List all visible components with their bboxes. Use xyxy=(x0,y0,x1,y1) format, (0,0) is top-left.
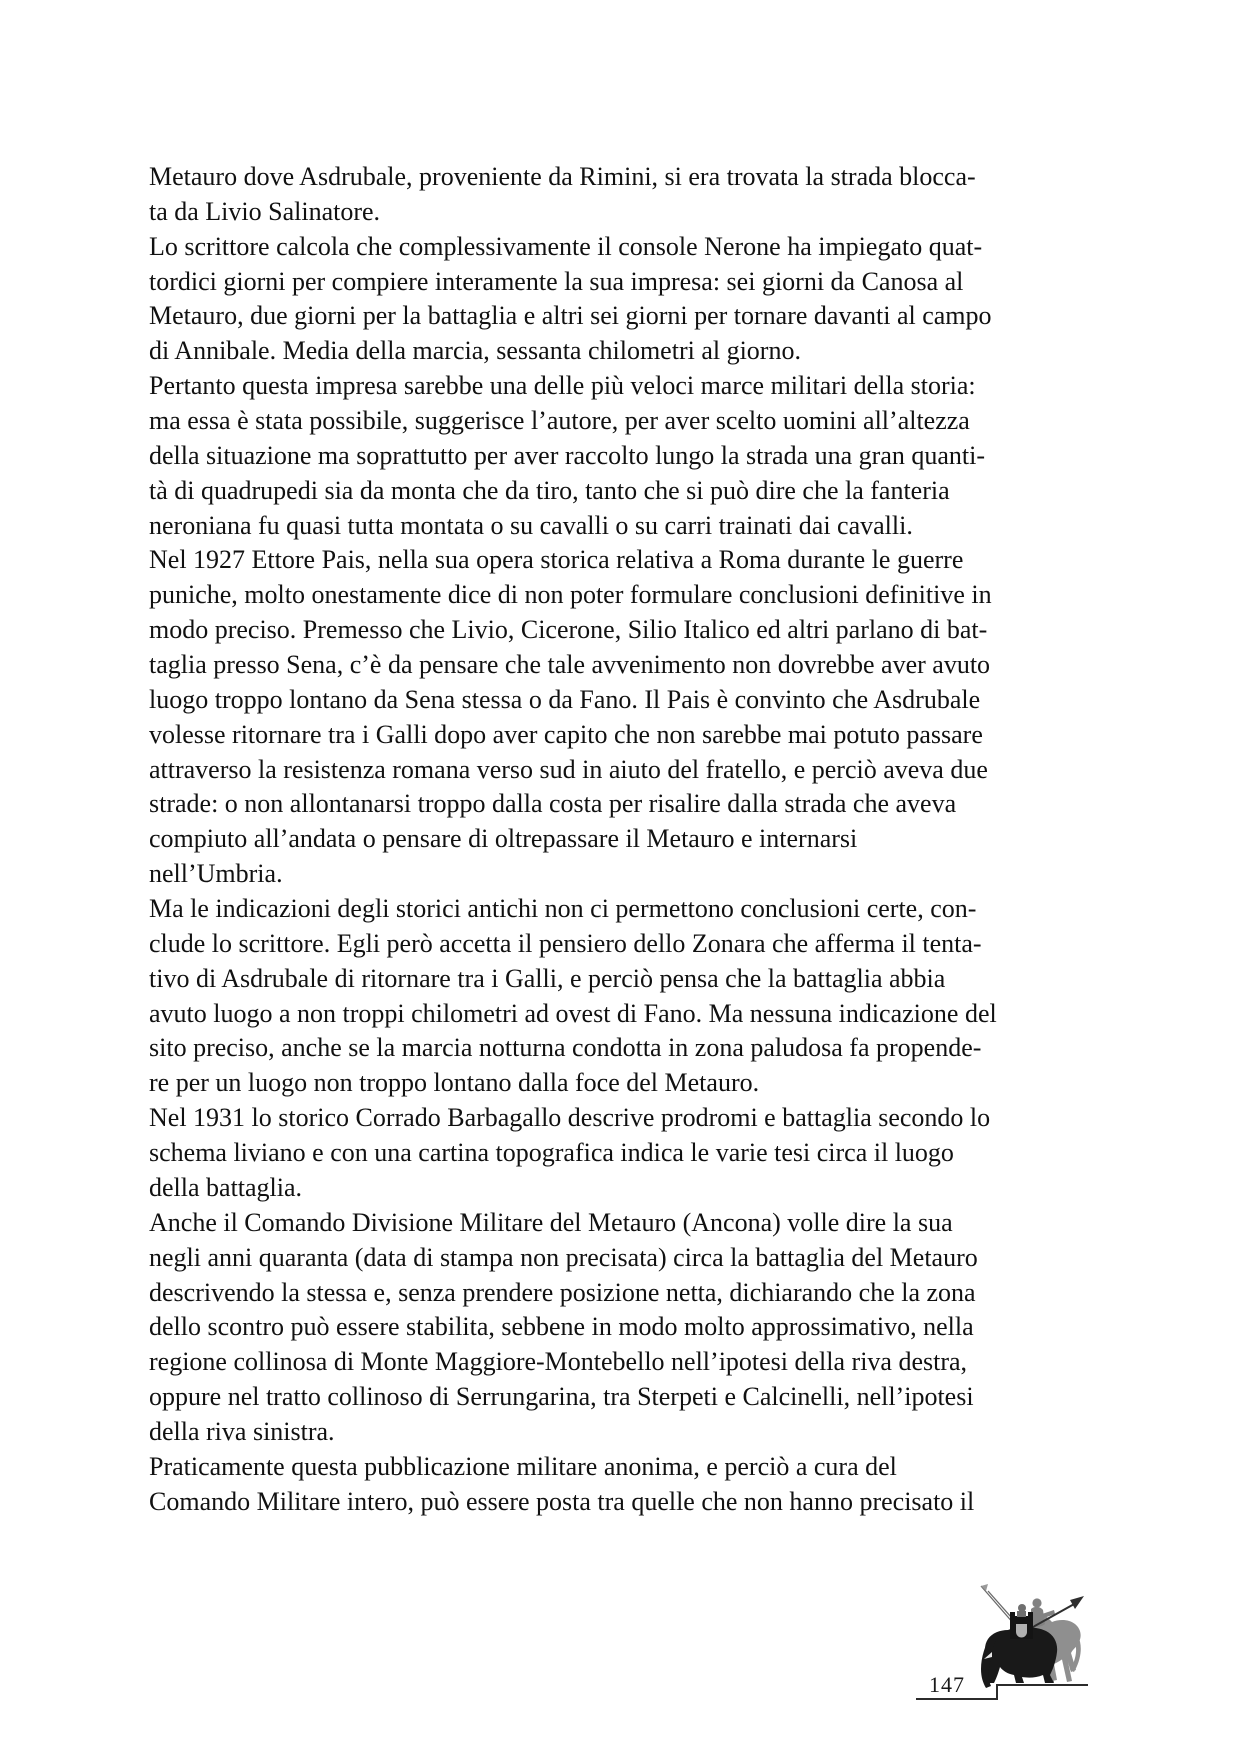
page-number: 147 xyxy=(929,1672,965,1697)
text-line: Comando Militare intero, può essere posta tra quelle che non hanno precisato il xyxy=(149,1486,975,1516)
text-line: ta da Livio Salinatore. xyxy=(149,196,381,226)
text-line: sito preciso, anche se la marcia notturna condotta in zona paludosa fa propende- xyxy=(149,1033,982,1063)
text-line: dello scontro può essere stabilita, sebbene in modo molto approssimativo, nella xyxy=(149,1312,974,1342)
body-text xyxy=(149,160,1090,1520)
text-line: Pertanto questa impresa sarebbe una delle più veloci marce militari della storia: xyxy=(149,371,976,401)
text-line: ma essa è stata possibile, suggerisce l’autore, per aver scelto uomini all’altezza xyxy=(149,406,970,436)
text-line: della riva sinistra. xyxy=(149,1416,335,1446)
text-line: Nel 1931 lo storico Corrado Barbagallo descrive prodromi e battaglia secondo lo xyxy=(149,1103,991,1133)
text-line: della situazione ma soprattutto per aver raccolto lungo la strada una gran quanti- xyxy=(149,440,986,470)
text-line: tivo di Asdrubale di ritornare tra i Galli, e perciò pensa che la battaglia abbia xyxy=(149,963,946,993)
text-line: descrivendo la stessa e, senza prendere posizione netta, dichiarando che la zona xyxy=(149,1277,976,1307)
text-line: avuto luogo a non troppi chilometri ad ovest di Fano. Ma nessuna indicazione del xyxy=(149,998,997,1028)
text-line: Metauro, due giorni per la battaglia e altri sei giorni per tornare davanti al campo xyxy=(149,301,992,331)
war-elephant-ornament xyxy=(958,1570,1100,1696)
text-line: clude lo scrittore. Egli però accetta il pensiero dello Zonara che afferma il tenta- xyxy=(149,928,982,958)
text-line: Nel 1927 Ettore Pais, nella sua opera storica relativa a Roma durante le guerre xyxy=(149,545,964,575)
text-line: neroniana fu quasi tutta montata o su cavalli o su carri trainati dai cavalli. xyxy=(149,510,913,540)
footer-rule-lower xyxy=(916,1698,998,1700)
mahout-icon xyxy=(1017,1604,1026,1617)
text-line: luogo troppo lontano da Sena stessa o da Fano. Il Pais è convinto che Asdrubale xyxy=(149,684,981,714)
text-line: compiuto all’andata o pensare di oltrepassare il Metauro e internarsi xyxy=(149,824,858,854)
text-line: Metauro dove Asdrubale, proveniente da Rimini, si era trovata la strada blocca- xyxy=(149,162,976,191)
text-line: di Annibale. Media della marcia, sessanta chilometri al giorno. xyxy=(149,336,801,366)
text-line: modo preciso. Premesso che Livio, Cicerone, Silio Italico ed altri parlano di bat- xyxy=(149,615,988,645)
text-line: tà di quadrupedi sia da monta che da tiro, tanto che si può dire che la fanteria xyxy=(149,475,950,505)
text-line: schema liviano e con una cartina topografica indica le varie tesi circa il luogo xyxy=(149,1138,954,1168)
text-line: della battaglia. xyxy=(149,1172,303,1202)
text-line: oppure nel tratto collinoso di Serrungarina, tra Sterpeti e Calcinelli, nell’ipotesi xyxy=(149,1382,974,1412)
text-line: nell’Umbria. xyxy=(149,859,283,889)
text-line: Anche il Comando Divisione Militare del Metauro (Ancona) volle dire la sua xyxy=(149,1207,953,1237)
text-line: puniche, molto onestamente dice di non poter formulare conclusioni definitive in xyxy=(149,580,992,610)
text-line: tordici giorni per compiere interamente la sua impresa: sei giorni da Canosa al xyxy=(149,266,964,296)
text-line: taglia presso Sena, c’è da pensare che tale avvenimento non dovrebbe aver avuto xyxy=(149,650,991,680)
text-line: attraverso la resistenza romana verso sud in aiuto del fratello, e perciò aveva due xyxy=(149,754,988,784)
text-line: regione collinosa di Monte Maggiore-Montebello nell’ipotesi della riva destra, xyxy=(149,1347,968,1377)
text-line: volesse ritornare tra i Galli dopo aver capito che non sarebbe mai potuto passare xyxy=(149,719,983,749)
text-line: Lo scrittore calcola che complessivamente il console Nerone ha impiegato quat- xyxy=(149,231,983,261)
text-line: strade: o non allontanarsi troppo dalla costa per risalire dalla strada che aveva xyxy=(149,789,957,819)
text-line: Ma le indicazioni degli storici antichi non ci permettono conclusioni certe, con- xyxy=(149,894,977,924)
text-line: Praticamente questa pubblicazione militare anonima, e perciò a cura del xyxy=(149,1451,897,1481)
text-line: re per un luogo non troppo lontano dalla foce del Metauro. xyxy=(149,1068,760,1098)
text-line: negli anni quaranta (data di stampa non precisata) circa la battaglia del Metauro xyxy=(149,1242,978,1272)
